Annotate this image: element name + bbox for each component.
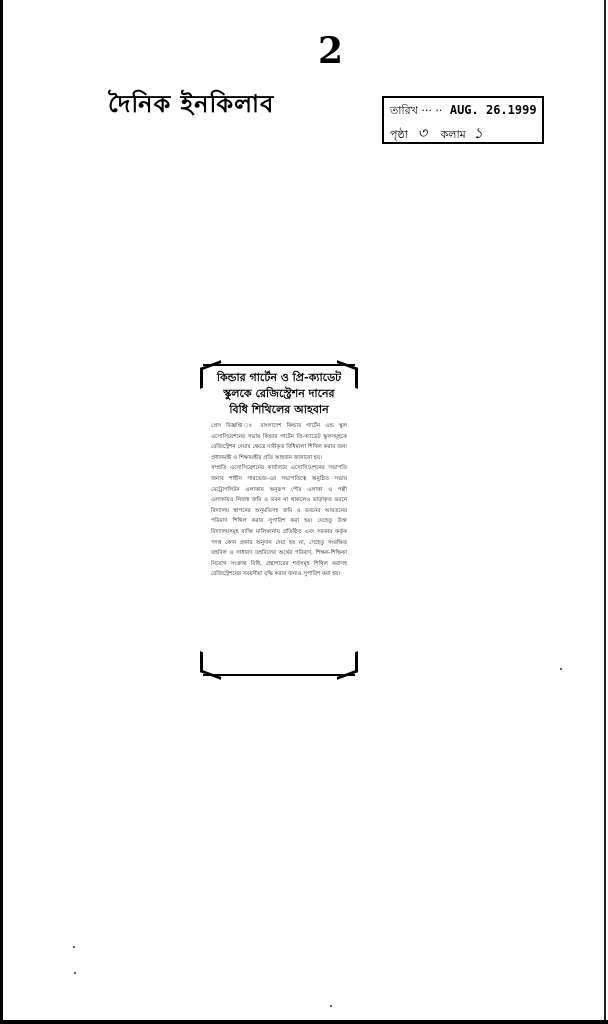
archive-stamp [382, 96, 544, 144]
headline-line: কিন্ডার গার্টেন ও প্রি-ক্যাডেট [216, 371, 342, 384]
clipping-corner-mark [337, 651, 358, 680]
scan-edge-left [0, 0, 3, 1024]
newspaper-masthead: দৈনিক ইনকিলাব [108, 90, 275, 118]
scan-edge-right [604, 0, 606, 1024]
newspaper-clipping [203, 364, 355, 676]
headline-line: বিধি শিথিলের আহবান [229, 403, 329, 416]
headline-line: স্কুলকে রেজিস্ট্রেশন দানের [223, 387, 335, 400]
clipping-corner-mark [200, 651, 221, 680]
stamp-column-value: ১ [473, 124, 484, 142]
clipping-body [203, 418, 355, 580]
stamp-date-label: তারিখ [390, 104, 418, 117]
stamp-date-value: AUG. 26.1999 [449, 103, 537, 117]
stamp-page-label: পৃষ্ঠা [390, 128, 408, 141]
stamp-date-row [390, 102, 537, 121]
scan-speck [330, 1005, 332, 1007]
body-paragraph: সম্প্রতি এসোসিয়েশনের কার্যালয়ে এসোসিয়েশনের সভাপতি জনাব শাহীন পারভেজ-এর সভাপতিত্বে অনুষ্ঠিত সভায় মেট্রোপলিটন এলাকায় অনুরূপ পৌর এলাকা ও পল্লী এলাকায়ও নিজস্ব জমি ও ভবন না থাকলেও ভাড়াকৃত ভবনে বিদ্যালয় স্থাপনের অনুমতিসহ জমি ও ভবনের আয়তনের পরিমাণ শিথিল করার সুপারিশ করা হয়। যেহেতু উক্ত বিদ্যালয়সমূহ ব্যক্তি মালিকানায় প্রতিষ্ঠিত এবং সরকার কর্তৃক পদত্ত কোন প্রকার অনুদান দেয়া হয় না, সেহেতু সংরক্ষিত তহবিল ও সাধারণ তহবিলের অর্থের পরিমাণ, শিক্ষক-শিক্ষিকা নিয়োগ সংক্রান্ত বিধি, গ্রন্থাগারের শর্তসমূহ শিথিল করাসহ রেজিস্ট্রেশনের সময়সীমা বৃদ্ধি করার জন্যও সুপারিশ করা হয়। [211, 465, 347, 578]
clipping-headline [203, 366, 355, 418]
stamp-page-value: ৩ [417, 124, 428, 142]
body-paragraph: প্রেস বিজ্ঞপ্তি ঃ বাংলাদেশ কিন্ডার গার্টেন এন্ড স্কুল এসোসিয়েশনের সভায় কিন্ডার গার্টেন প্রি-ক্যাডেট স্কুলসমূহকে রেজিস্ট্রেশন দেয়ার ক্ষেত্রে দাবীকৃত বিধিমালা শিথিল করার জন্য প্রধানমন্ত্রী ও শিক্ষামন্ত্রীর প্রতি আহবান জানানো হয়। [211, 423, 347, 461]
handwritten-page-number: 2 [318, 30, 344, 72]
stamp-column-label: কলাম [440, 128, 466, 141]
stamp-date-dots: ··· ·· [421, 104, 446, 117]
scan-speck [560, 668, 562, 670]
scan-edge-bottom [0, 1020, 608, 1024]
scan-speck [73, 946, 75, 948]
stamp-page-row [390, 122, 483, 147]
scan-speck [74, 972, 76, 974]
